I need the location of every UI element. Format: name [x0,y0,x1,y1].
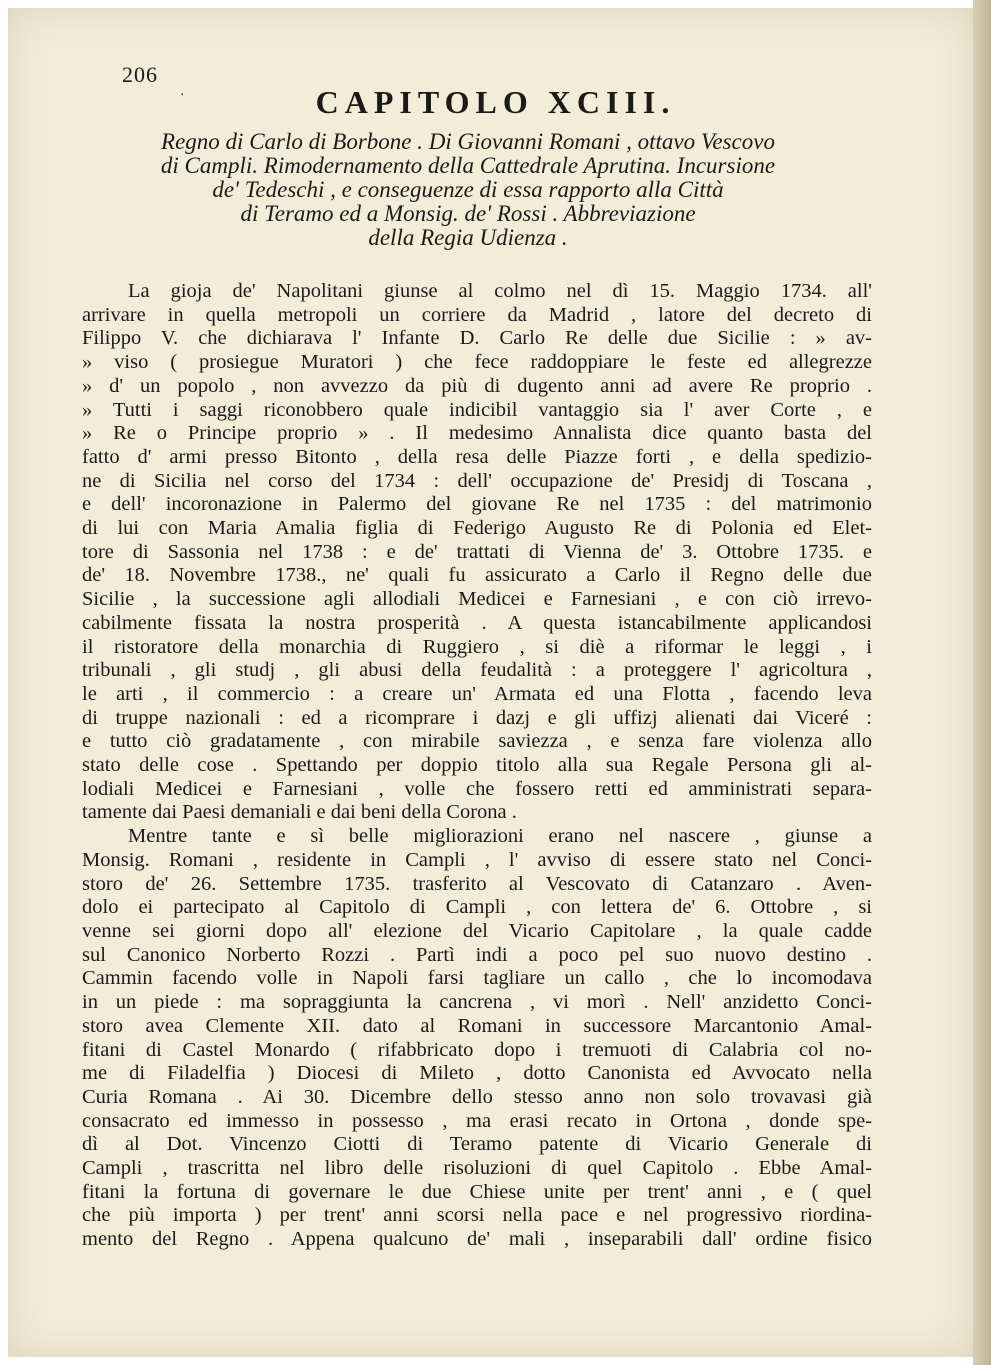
summary-line: di Teramo ed a Monsig. de' Rossi . Abbreviazione [240,201,696,226]
text-line: in un piede : ma sopraggiunta la cancrena , vi morì . Nell' anzidetto Conci- [82,991,872,1014]
text-line: di truppe nazionali : ed a ricomprare i dazj e gli uffizj alienati dai Viceré : [82,706,872,729]
text-line: che più importa ) per trent' anni scorsi nella pace e nel progressivo riordina- [82,1204,872,1227]
summary-line: Regno di Carlo di Borbone . Di Giovanni Romani , ottavo Vescovo [161,129,775,154]
text-line: Mentre tante e sì belle migliorazioni erano nel nascere , giunse a [128,825,872,848]
text-line: fitani la fortuna di governare le due Chiese unite per trent' anni , e ( quel [82,1180,872,1203]
text-line: de' 18. Novembre 1738., ne' quali fu assicurato a Carlo il Regno delle due [82,564,872,587]
text-line: » Tutti i saggi riconobbero quale indicibil vantaggio sia l' aver Corte , e [82,398,872,421]
text-line: cabilmente fissata la nostra prosperità . A questa istancabilmente applicandosi [82,611,872,634]
text-line: venne sei giorni dopo all' elezione del Vicario Capitolare , la quale cadde [82,919,872,942]
text-line: dolo ei partecipato al Capitolo di Campli , con lettera de' 6. Ottobre , si [82,896,872,919]
body-text [82,280,872,1252]
text-line: tribunali , gli studj , gli abusi della feudalità : a proteggere l' agricoltura , [82,659,872,682]
text-line: e tutto ciò gradatamente , con mirabile saviezza , e senza fare violenza allo [82,730,872,753]
text-line: storo de' 26. Settembre 1735. trasferito al Vescovato di Catanzaro . Aven- [82,872,872,895]
text-line: Curia Romana . Ai 30. Dicembre dello stesso anno non solo trovavasi già [82,1085,872,1108]
text-line: fitani di Castel Monardo ( rifabbricato dopo i tremuoti di Calabria col no- [82,1038,872,1061]
text-line: consacrato ed immesso in possesso , ma erasi recato in Ortona , donde spe- [82,1109,872,1132]
text-line: di lui con Maria Amalia figlia di Federigo Augusto Re di Polonia ed Elet- [82,517,872,540]
text-line: tore di Sassonia nel 1738 : e de' trattati di Vienna de' 3. Ottobre 1735. e [82,540,872,563]
text-line: fatto d' armi presso Bitonto , della resa delle Piazze forti , e della spedizio- [82,445,872,468]
text-line: mento del Regno . Appena qualcuno de' mali , inseparabili dall' ordine fisico [82,1228,872,1251]
text-line: dì al Dot. Vincenzo Ciotti di Teramo patente di Vicario Generale di [82,1133,872,1156]
page-number: 206 [122,62,158,87]
text-line: le arti , il commercio : a creare un' Armata ed una Flotta , facendo leva [82,682,872,705]
text-line: Cammin facendo volle in Napoli farsi tagliare un callo , che lo incomodava [82,967,872,990]
text-line: stato delle cose . Spettando per doppio titolo alla sua Regale Persona gli al- [82,754,872,777]
text-line: tamente dai Paesi demaniali e dai beni della Corona . [82,801,517,824]
text-line: storo avea Clemente XII. dato al Romani in successore Marcantonio Amal- [82,1014,872,1037]
text-line: Monsig. Romani , residente in Campli , l' avviso di essere stato nel Conci- [82,848,872,871]
chapter-summary [92,130,844,250]
chapter-title: CAPITOLO XCIII. [315,84,676,120]
text-line: ne di Sicilia nel corso del 1734 : dell' occupazione de' Presidj di Toscana , [82,469,872,492]
text-line: arrivare in quella metropoli un corriere da Madrid , latore del decreto di [82,303,872,326]
text-line: e dell' incoronazione in Palermo del giovane Re nel 1735 : del matrimonio [82,493,872,516]
text-line: » viso ( prosiegue Muratori ) che fece raddoppiare le feste ed allegrezze [82,351,872,374]
text-line: Campli , trascritta nel libro delle risoluzioni di quel Capitolo . Ebbe Amal- [82,1157,872,1180]
text-line: sul Canonico Norberto Rozzi . Partì indi a poco pel suo nuovo destino . [82,943,872,966]
text-line: » d' un popolo , non avvezzo da più di dugento anni ad avere Re proprio . [82,374,872,397]
text-line: Filippo V. che dichiarava l' Infante D. Carlo Re delle due Sicilie : » av- [82,327,872,350]
ornament-mark: · [180,88,185,103]
text-line: il ristoratore della monarchia di Ruggiero , si diè a riformar le leggi , i [82,635,872,658]
text-line: lodiali Medicei e Farnesiani , volle che fossero retti ed amministrati separa- [82,777,872,800]
summary-line: di Campli. Rimodernamento della Cattedrale Aprutina. Incursione [160,153,776,178]
summary-line: de' Tedeschi , e conseguenze di essa rapporto alla Città [212,177,724,202]
text-line: » Re o Principe proprio » . Il medesimo Annalista dice quanto basta del [82,422,872,445]
text-line: Sicilie , la successione agli allodiali Medicei e Farnesiani , e con ciò irrevo- [82,588,872,611]
text-line: La gioja de' Napolitani giunse al colmo nel dì 15. Maggio 1734. all' [128,280,872,302]
text-line: me di Filadelfia ) Diocesi di Mileto , dotto Canonista ed Avvocato nella [82,1062,872,1085]
book-gutter [973,0,991,1365]
summary-line: della Regia Udienza . [368,225,568,250]
